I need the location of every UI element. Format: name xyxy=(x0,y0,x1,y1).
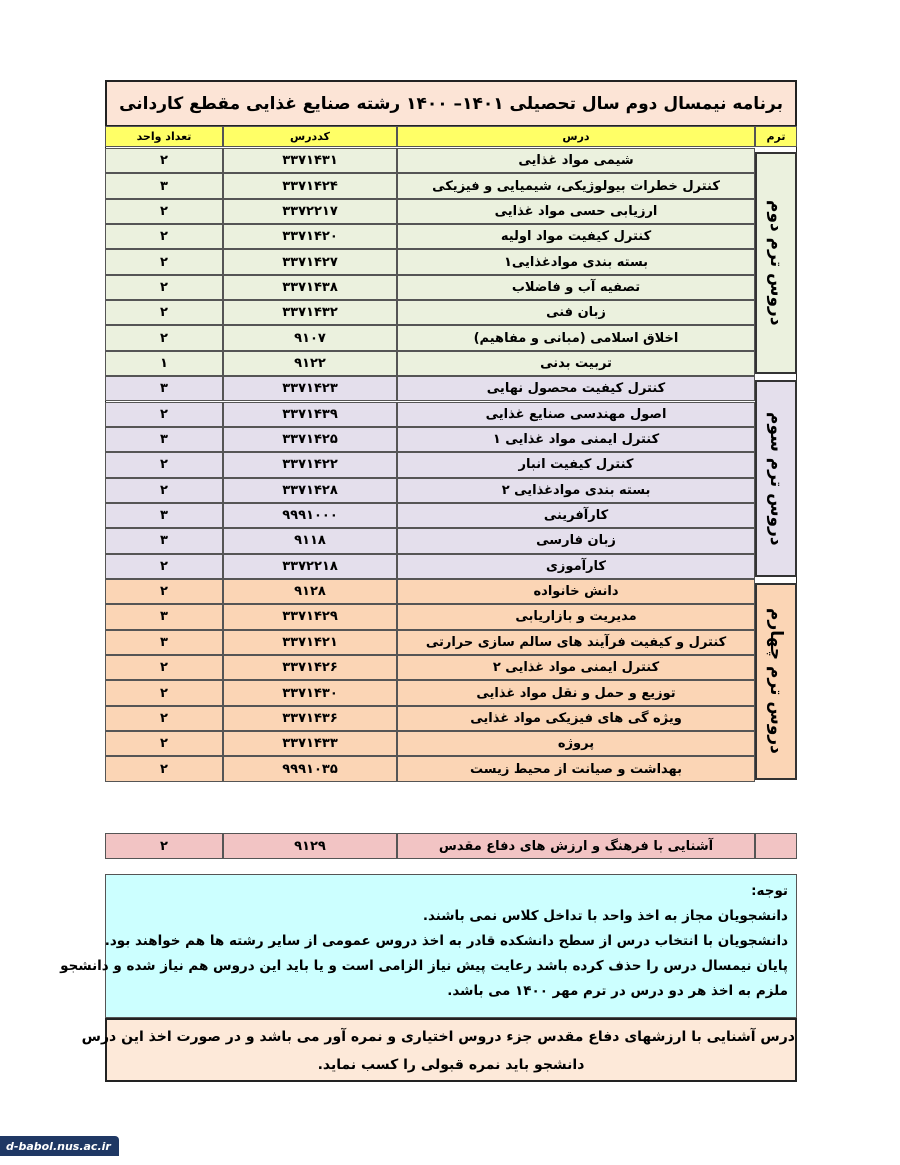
extra-course-term xyxy=(755,833,797,859)
course-units: ۲ xyxy=(105,579,223,604)
course-code: ۳۳۷۲۲۱۸ xyxy=(223,554,397,579)
course-units: ۲ xyxy=(105,680,223,705)
extra-course-code: ۹۱۲۹ xyxy=(223,833,397,859)
course-name: کارآفرینی xyxy=(397,503,755,528)
term-label-cell xyxy=(755,152,797,374)
course-name: کنترل ایمنی مواد غذایی ۱ xyxy=(397,427,755,452)
course-code: ۳۳۷۱۴۲۲ xyxy=(223,452,397,477)
course-units: ۲ xyxy=(105,275,223,300)
course-code: ۳۳۷۱۴۲۰ xyxy=(223,224,397,249)
course-name: بسته بندی موادغذایی۱ xyxy=(397,249,755,274)
course-name: ویژه گی های فیزیکی مواد غذایی xyxy=(397,706,755,731)
notes-box xyxy=(60,874,797,1018)
term-label: دروس ترم دوم xyxy=(766,200,786,326)
course-name: کنترل کیفیت انبار xyxy=(397,452,755,477)
course-code: ۳۳۷۱۴۲۹ xyxy=(223,604,397,629)
course-name: اخلاق اسلامی (مبانی و مفاهیم) xyxy=(397,325,755,350)
course-code: ۳۳۷۱۴۳۲ xyxy=(223,300,397,325)
course-units: ۳ xyxy=(105,604,223,629)
course-name: بهداشت و صیانت از محیط زیست xyxy=(397,756,755,781)
course-name: اصول مهندسی صنایع غذایی xyxy=(397,402,755,427)
course-units: ۲ xyxy=(105,452,223,477)
course-code: ۹۹۹۱۰۰۰ xyxy=(223,503,397,528)
course-code: ۳۳۷۱۴۲۴ xyxy=(223,173,397,198)
course-code: ۳۳۷۱۴۲۸ xyxy=(223,478,397,503)
course-name: کنترل خطرات بیولوژیکی، شیمیایی و فیزیکی xyxy=(397,173,755,198)
note-line: ملزم به اخذ هر دو درس در ترم مهر ۱۴۰۰ می باشد. xyxy=(447,983,788,999)
course-code: ۳۳۷۱۴۳۰ xyxy=(223,680,397,705)
course-code: ۳۳۷۱۴۲۱ xyxy=(223,630,397,655)
course-code: ۳۳۷۱۴۳۱ xyxy=(223,148,397,173)
course-units: ۲ xyxy=(105,199,223,224)
course-units: ۳ xyxy=(105,503,223,528)
notes-heading: توجه: xyxy=(751,883,788,899)
course-name: زبان فنی xyxy=(397,300,755,325)
footnote-line: درس آشنایی با ارزشهای دفاع مقدس جزء دروس اختیاری و نمره آور می باشد و در صورت اخذ این درس xyxy=(81,1029,795,1045)
course-code: ۳۳۷۱۴۳۳ xyxy=(223,731,397,756)
course-units: ۲ xyxy=(105,325,223,350)
course-name: توزیع و حمل و نقل مواد غذایی xyxy=(397,680,755,705)
course-units: ۳ xyxy=(105,173,223,198)
course-code: ۹۱۲۸ xyxy=(223,579,397,604)
course-units: ۲ xyxy=(105,655,223,680)
course-units: ۲ xyxy=(105,731,223,756)
course-name: کارآموزی xyxy=(397,554,755,579)
course-name: کنترل و کیفیت فرآیند های سالم سازی حرارتی xyxy=(397,630,755,655)
course-code: ۹۱۲۲ xyxy=(223,351,397,376)
course-code: ۹۹۹۱۰۳۵ xyxy=(223,756,397,781)
course-units: ۳ xyxy=(105,376,223,401)
course-code: ۳۳۷۱۴۲۵ xyxy=(223,427,397,452)
course-units: ۲ xyxy=(105,300,223,325)
course-name: شیمی مواد غذایی xyxy=(397,148,755,173)
term-label-cell xyxy=(755,583,797,780)
course-units: ۲ xyxy=(105,249,223,274)
defense-course-footnote xyxy=(81,1018,797,1082)
course-code: ۳۳۷۱۴۲۷ xyxy=(223,249,397,274)
course-units: ۳ xyxy=(105,630,223,655)
course-code: ۳۳۷۱۴۳۹ xyxy=(223,402,397,427)
course-code: ۳۳۷۱۴۲۶ xyxy=(223,655,397,680)
course-units: ۲ xyxy=(105,554,223,579)
note-line: پایان نیمسال درس را حذف کرده باشد رعایت پیش نیاز الزامی است و یا باید این دروس هم نیاز شده و دانشجو xyxy=(60,958,788,974)
course-units: ۲ xyxy=(105,756,223,781)
course-name: مدیریت و بازاریابی xyxy=(397,604,755,629)
course-units: ۳ xyxy=(105,528,223,553)
course-name: کنترل کیفیت مواد اولیه xyxy=(397,224,755,249)
course-code: ۳۳۷۱۴۲۳ xyxy=(223,376,397,401)
header-code: کددرس xyxy=(223,126,397,147)
course-code: ۳۳۷۱۴۳۶ xyxy=(223,706,397,731)
course-units: ۱ xyxy=(105,351,223,376)
term-label: دروس ترم سوم xyxy=(766,411,786,546)
header-units: تعداد واحد xyxy=(105,126,223,147)
term-label: دروس ترم چهارم xyxy=(766,608,786,755)
note-line: دانشجویان با انتخاب درس از سطح دانشکده قادر به اخذ دروس عمومی از سایر رشته ها هم خواهند بود. xyxy=(104,933,788,949)
term-label-cell xyxy=(755,380,797,577)
site-watermark: d-babol.nus.ac.ir xyxy=(0,1136,119,1156)
course-name: پروژه xyxy=(397,731,755,756)
course-code: ۳۳۷۲۲۱۷ xyxy=(223,199,397,224)
course-units: ۲ xyxy=(105,148,223,173)
page-title: برنامه نیمسال دوم سال تحصیلی ۱۴۰۱– ۱۴۰۰ رشته صنایع غذایی مقطع کاردانی xyxy=(105,80,797,126)
course-name: کنترل ایمنی مواد غذایی ۲ xyxy=(397,655,755,680)
course-name: دانش خانواده xyxy=(397,579,755,604)
course-units: ۲ xyxy=(105,706,223,731)
course-name: بسته بندی موادغذایی ۲ xyxy=(397,478,755,503)
course-name: کنترل کیفیت محصول نهایی xyxy=(397,376,755,401)
course-units: ۲ xyxy=(105,402,223,427)
course-units: ۲ xyxy=(105,478,223,503)
extra-course-units: ۲ xyxy=(105,833,223,859)
course-name: تصفیه آب و فاضلاب xyxy=(397,275,755,300)
course-name: ارزیابی حسی مواد غذایی xyxy=(397,199,755,224)
footnote-line: دانشجو باید نمره قبولی را کسب نماید. xyxy=(317,1057,585,1073)
course-name: زبان فارسی xyxy=(397,528,755,553)
course-units: ۳ xyxy=(105,427,223,452)
header-course: درس xyxy=(397,126,755,147)
course-code: ۳۳۷۱۴۳۸ xyxy=(223,275,397,300)
header-term: ترم xyxy=(755,126,797,147)
course-code: ۹۱۱۸ xyxy=(223,528,397,553)
note-line: دانشجویان مجاز به اخذ واحد با تداخل کلاس نمی باشند. xyxy=(422,908,788,924)
course-units: ۲ xyxy=(105,224,223,249)
extra-course-name: آشنایی با فرهنگ و ارزش های دفاع مقدس xyxy=(397,833,755,859)
course-code: ۹۱۰۷ xyxy=(223,325,397,350)
course-name: تربیت بدنی xyxy=(397,351,755,376)
